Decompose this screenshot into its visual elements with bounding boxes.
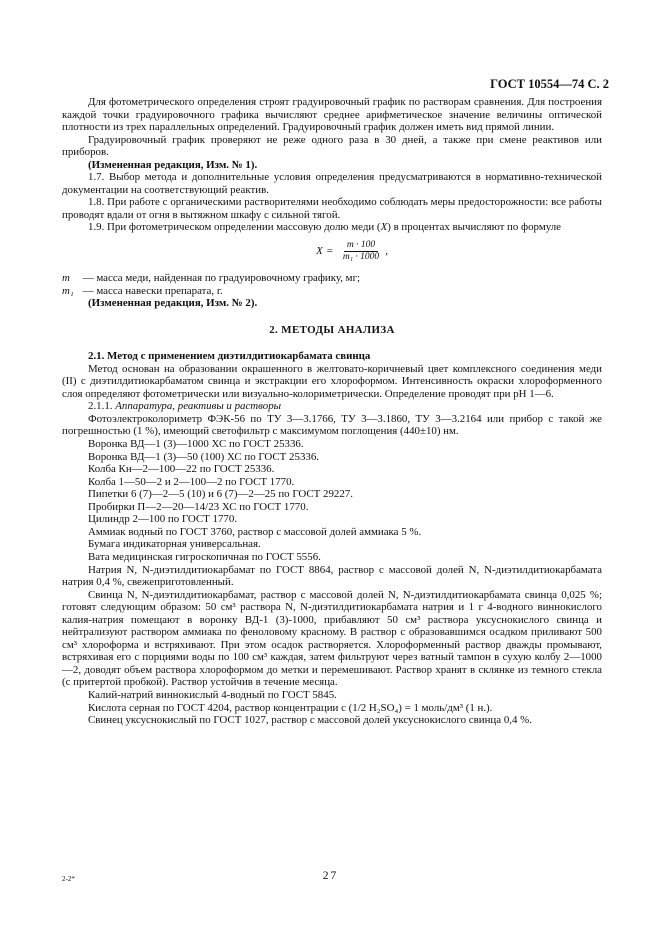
paragraph: Метод основан на образовании окрашенного в желтовато-коричневый цвет комплексного соединения меди (II) с диэтилдитиокарбаматом свинца и экстракции его хлороформом. Интенсивность окраски хлороформенного слоя определяют фотометрически или визуально-колориметрически. Определение проводят при рН 1—6. xyxy=(62,362,602,400)
list-item: Кислота серная по ГОСТ 4204, раствор концентрации с (1/2 H₂SO₄) = 1 моль/дм³ (1 н.). xyxy=(88,701,493,714)
list-item: Калий-натрий виннокислый 4-водный по ГОСТ 5845. xyxy=(88,688,337,701)
list-item: Колба 1—50—2 и 2—100—2 по ГОСТ 1770. xyxy=(88,475,295,488)
paragraph: 1.8. При работе с органическими растворителями необходимо соблюдать меры предосторожности: все работы проводят вдали от огня в вытяжном шкафу с сильной тягой. xyxy=(62,196,602,221)
paragraph: 1.9. При фотометрическом определении массовую долю меди (X) в процентах вычисляют по формуле xyxy=(88,221,561,234)
formula xyxy=(102,234,602,268)
reagent-list xyxy=(62,413,602,727)
subsection-title: 2.1. Метод с применением диэтилдитиокарбамата свинца xyxy=(88,350,371,363)
footer-mark: 2-2* xyxy=(62,875,75,883)
list-item: Цилиндр 2—100 по ГОСТ 1770. xyxy=(88,513,238,526)
list-item: Колба Кн—2—100—22 по ГОСТ 25336. xyxy=(88,463,275,476)
list-item: Фотоэлектроколориметр ФЭК-56 по ТУ 3—3.1766, ТУ 3—3.1860, ТУ 3—3.2164 или прибор с такой же погрешностью (1 %), имеющий светофильтр с максимумом поглощения (440±10) нм. xyxy=(62,412,602,438)
list-item: Пробирки П—2—20—14/23 ХС по ГОСТ 1770. xyxy=(88,500,309,513)
edit-note: (Измененная редакция, Изм. № 1). xyxy=(88,158,258,171)
list-item: Пипетки 6 (7)—2—5 (10) и 6 (7)—2—25 по ГОСТ 29227. xyxy=(88,488,353,501)
paragraph: Для фотометрического определения строят градуировочный график по растворам сравнения. Для построения каждой точки градуировочного графика вычисляют среднее арифметическое значение величины оптической плотности из трех параллельных определений. Градуировочный график должен иметь вид прямой линии. xyxy=(62,96,602,134)
definitions xyxy=(62,272,602,297)
page-number: 27 xyxy=(322,870,339,882)
list-item: Бумага индикаторная универсальная. xyxy=(88,538,261,551)
list-item: Воронка ВД—1 (3)—1000 ХС по ГОСТ 25336. xyxy=(88,438,304,451)
page-header: ГОСТ 10554—74 С. 2 xyxy=(490,77,609,91)
list-item: Свинца N, N-диэтилдитиокарбамат, раствор с массовой долей N, N-диэтилдитиокарбамата свинца 0,025 %; готовят следующим образом: 50 см³ раствора N, N-диэтилдитиокарбамата натрия и 1 г 4-водного виннокислого калия-натрия помещают в воронку ВД-1 (3)-1000, прибавляют 50 см³ раствора уксуснокислого свинца и нейтрализуют раствором аммиака по феноловому красному. В раствор с образовавшимся осадком приливают 500 см³ хлороформа и встряхивают. При этом осадок растворяется. Хлороформенный раствор дважды промывают, встряхивая его с порциями воды по 100 см³ каждая, затем фильтруют через ватный тампон в сухую колбу 2—1000—2, доводят объем раствора хлороформом до метки и перемешивают. Раствор хранят в склянке из темного стекла (с притертой пробкой). Раствор устойчив в течение месяца. xyxy=(62,588,602,689)
paragraph: 1.7. Выбор метода и дополнительные условия определения предусматриваются в нормативно-технической документации на соответствующий реактив. xyxy=(62,171,602,196)
list-item: Свинец уксуснокислый по ГОСТ 1027, раствор с массовой долей уксуснокислого свинца 0,4 %. xyxy=(88,714,532,727)
definition-m1: m₁ — масса навески препарата, г. xyxy=(62,284,223,297)
section-title: 2. МЕТОДЫ АНАЛИЗА xyxy=(269,323,395,336)
list-item: Воронка ВД—1 (3)—50 (100) ХС по ГОСТ 25336. xyxy=(88,450,320,463)
formula-fraction xyxy=(340,240,382,263)
subsubsection-title: 2.1.1. Аппаратура, реактивы и растворы xyxy=(88,400,282,413)
formula-numerator: m · 100 xyxy=(344,240,378,252)
formula-denominator: m₁ · 1000 xyxy=(342,251,380,262)
list-item: Натрия N, N-диэтилдитиокарбамат по ГОСТ 8864, раствор с массовой долей N, N-диэтилдитиокарбамата натрия 0,4 %, свежеприготовленный. xyxy=(62,563,602,589)
formula-tail: , xyxy=(385,244,388,257)
formula-eq: = xyxy=(326,244,333,257)
paragraph: Градуировочный график проверяют не реже одного раза в 30 дней, а также при смене реактивов или приборов. xyxy=(62,133,602,159)
list-item: Вата медицинская гигроскопичная по ГОСТ 5556. xyxy=(88,550,321,563)
document-body xyxy=(62,96,602,727)
edit-note: (Измененная редакция, Изм. № 2). xyxy=(88,297,258,310)
formula-lhs: X xyxy=(316,244,323,257)
list-item: Аммиак водный по ГОСТ 3760, раствор с массовой долей аммиака 5 %. xyxy=(88,525,422,538)
definition-m: m — масса меди, найденная по градуировочному графику, мг; xyxy=(62,272,361,285)
